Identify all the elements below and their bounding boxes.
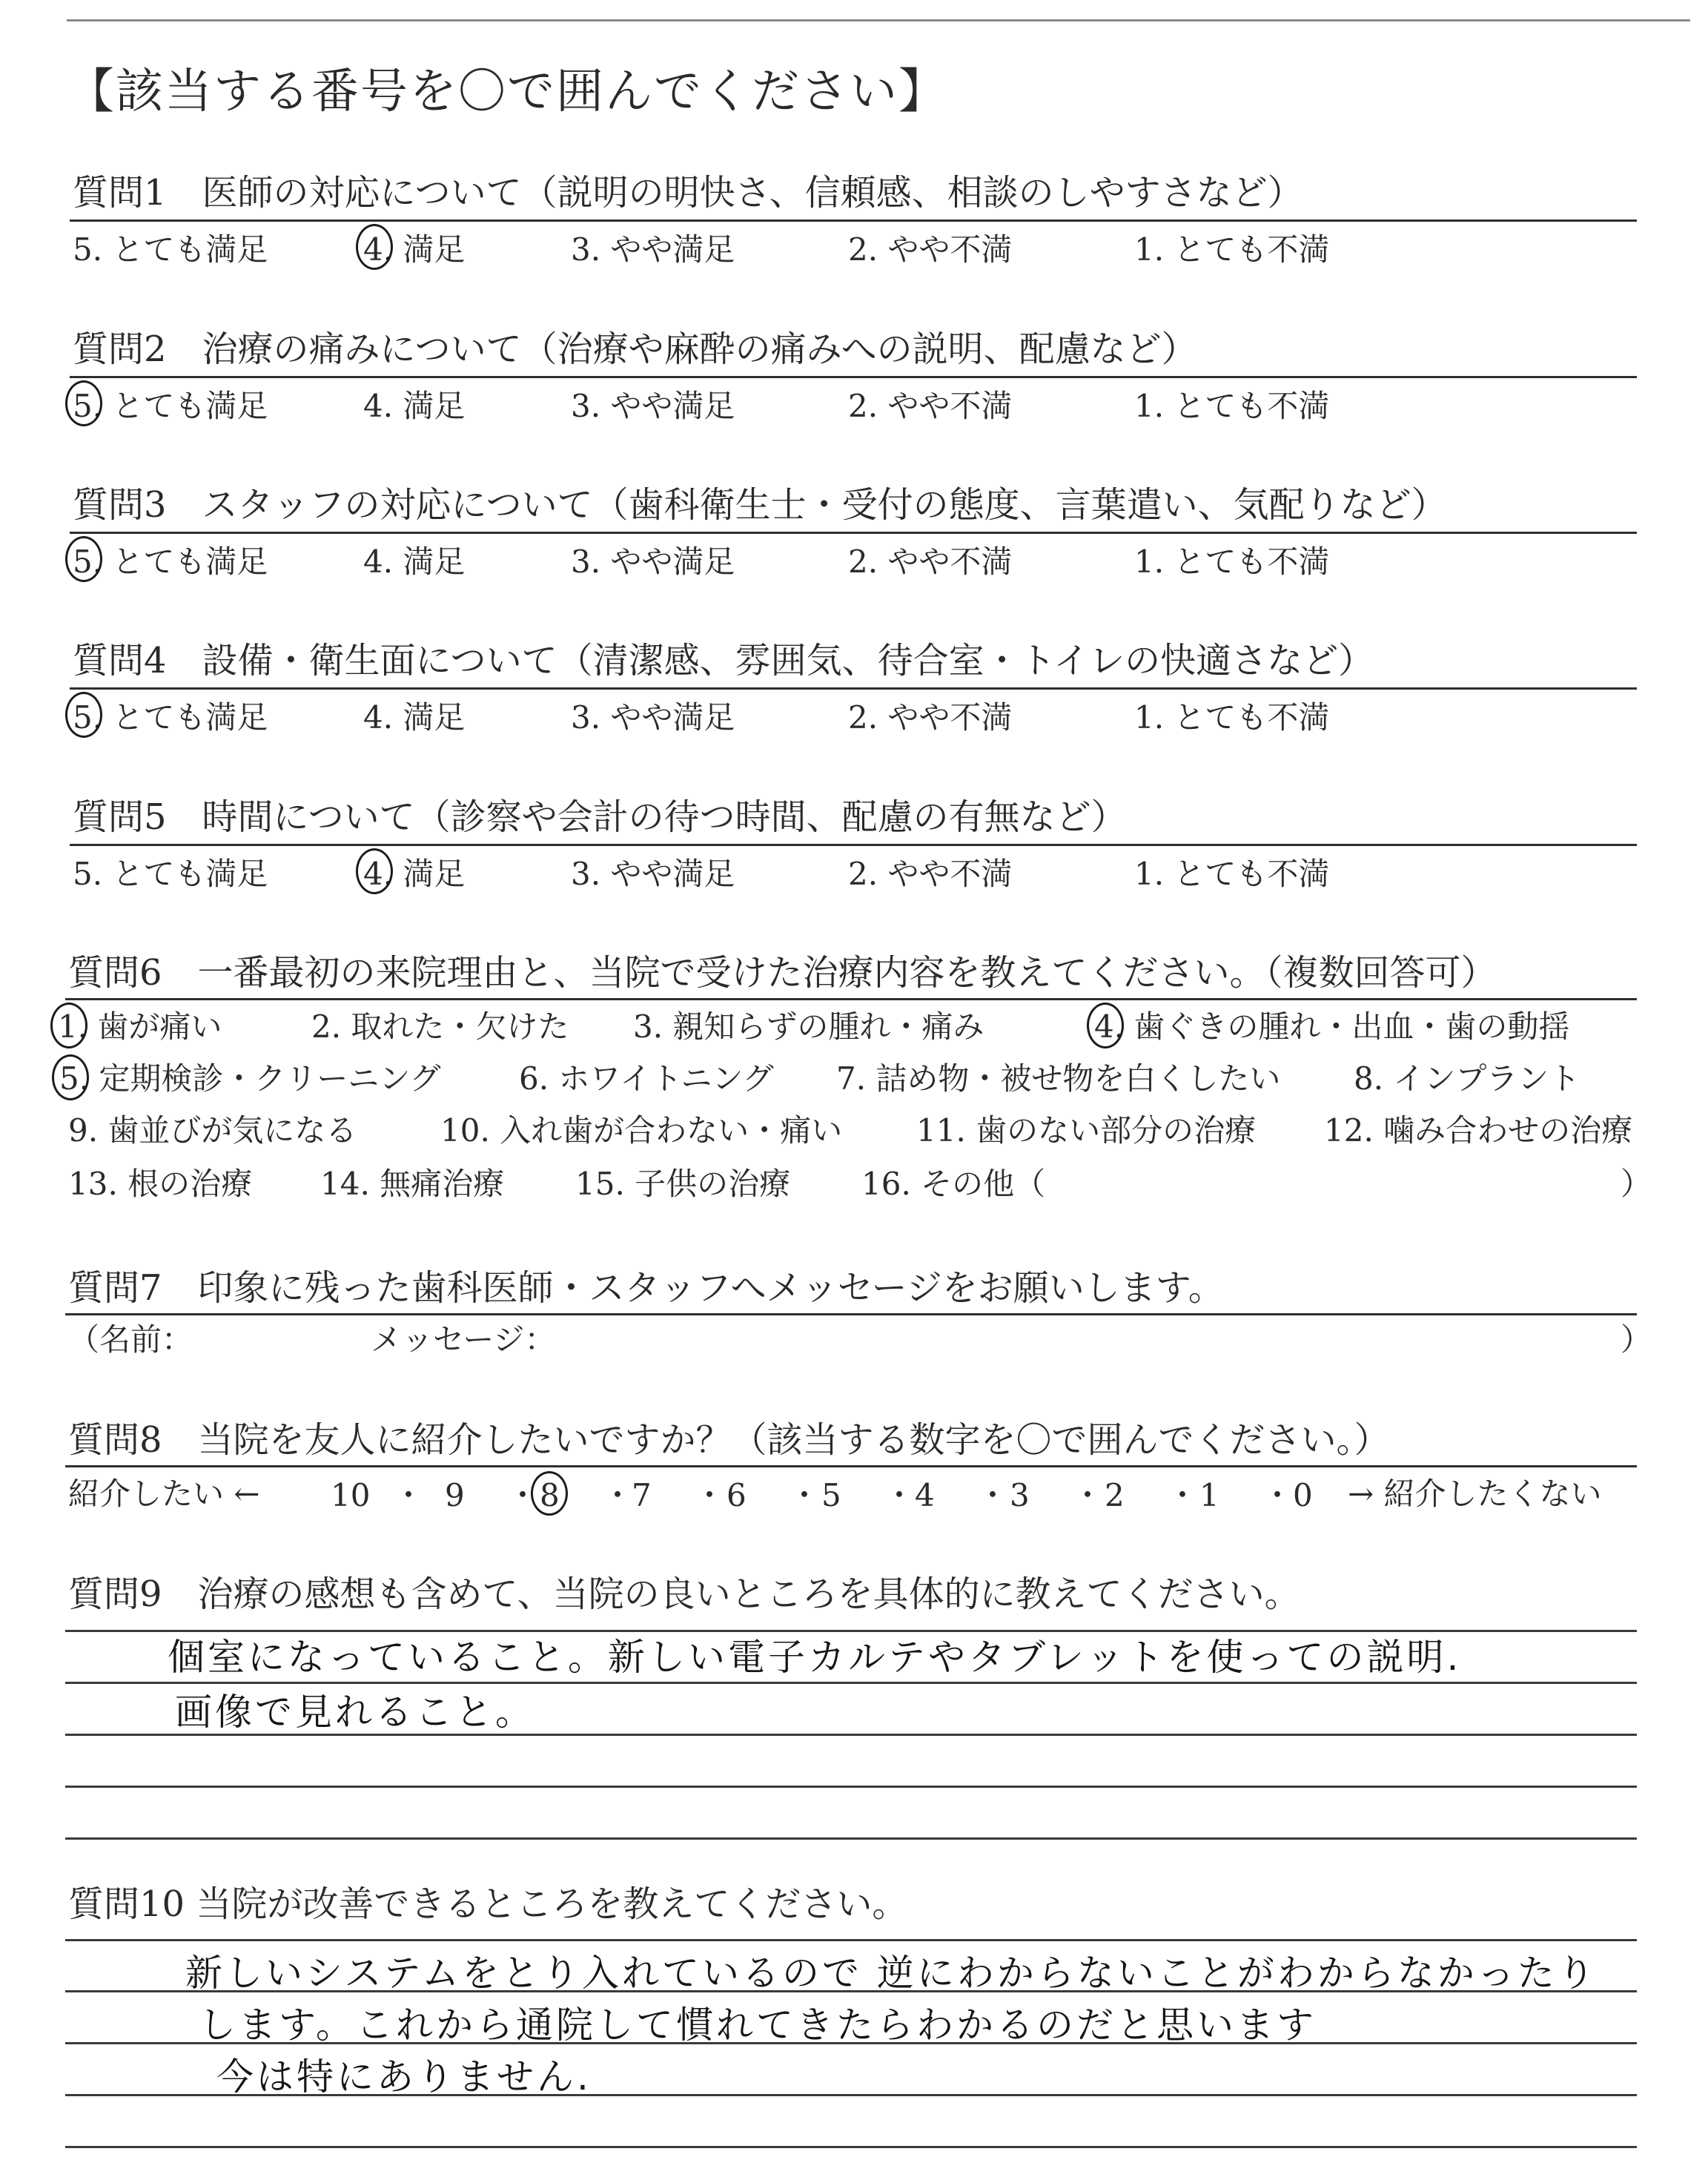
selection-circle: [356, 848, 393, 894]
scale-number: 10: [331, 1477, 371, 1513]
treatment-option: 1. 歯が痛い: [58, 1008, 222, 1045]
scale-number: 1: [1199, 1477, 1219, 1513]
q3-option: 4. 満足: [363, 544, 466, 580]
scale-number: 0: [1293, 1477, 1313, 1513]
treatment-option: 12. 噛み合わせの治療: [1324, 1112, 1633, 1149]
q5-option: 3. やや満足: [571, 856, 735, 892]
q1-option: 3. やや満足: [571, 231, 735, 268]
scale-separator: ・: [602, 1477, 634, 1513]
other-close-paren: ）: [1621, 1166, 1652, 1202]
name-label: （名前：: [68, 1321, 193, 1358]
question-8-rule: [65, 1465, 1637, 1467]
answer-text: 新しいシステムをとり入れているので 逆にわからないことがわからなかったり: [185, 1952, 1598, 1995]
treatment-option: 8. インプラント: [1354, 1060, 1580, 1097]
answer-line: [65, 1630, 1637, 1632]
scale-number: 2: [1105, 1477, 1125, 1513]
question-7-rule: [65, 1313, 1637, 1315]
q4-option: 1. とても不満: [1134, 699, 1330, 736]
q3-rule: [70, 532, 1637, 534]
page-title: 【該当する番号を〇で囲んでください】: [67, 65, 947, 119]
q4-rule: [70, 687, 1637, 690]
question-9-label: 質問9 治療の感想も含めて、当院の良いところを具体的に教えてください。: [68, 1573, 1300, 1615]
answer-line: [65, 1682, 1637, 1684]
treatment-option: 5. 定期検診・クリーニング: [59, 1060, 441, 1097]
scale-separator: ・: [507, 1477, 539, 1513]
q2-option: 5. とても満足: [73, 388, 268, 424]
answer-line: [65, 2146, 1637, 2148]
answer-text: 画像で見れること。: [175, 1691, 535, 1734]
scale-number: 9: [445, 1477, 465, 1513]
recommend-left-label: 紹介したい ←: [68, 1476, 260, 1512]
selection-circle: [1087, 1003, 1124, 1048]
treatment-option: 11. 歯のない部分の治療: [916, 1112, 1257, 1149]
answer-line: [65, 1837, 1637, 1840]
treatment-option: 9. 歯並びが気になる: [68, 1112, 357, 1149]
treatment-option: 3. 親知らずの腫れ・痛み: [633, 1008, 984, 1045]
q1-option: 4. 満足: [363, 231, 466, 268]
scale-separator: ・: [1167, 1477, 1199, 1513]
question-10-label: 質問10 当院が改善できるところを教えてください。: [68, 1883, 908, 1925]
treatment-option: 15. 子供の治療: [575, 1166, 791, 1202]
scale-number: 7: [632, 1477, 652, 1513]
scale-separator: ・: [1072, 1477, 1104, 1513]
scale-separator: ・: [789, 1477, 821, 1513]
treatment-option: 13. 根の治療: [68, 1166, 253, 1202]
scale-number: 3: [1010, 1477, 1030, 1513]
selection-circle: [531, 1471, 568, 1516]
scale-number: 5: [821, 1477, 841, 1513]
answer-line: [65, 1734, 1637, 1736]
q5-option: 4. 満足: [363, 856, 466, 892]
question-6-rule: [65, 998, 1637, 1000]
selection-circle: [65, 536, 102, 582]
q4-option: 4. 満足: [363, 699, 466, 736]
q3-label: 質問3 スタッフの対応について（歯科衛生士・受付の態度、言葉遣い、気配りなど）: [73, 484, 1447, 526]
q2-option: 1. とても不満: [1134, 388, 1330, 424]
scale-separator: ・: [393, 1477, 425, 1513]
question-8-label: 質問8 当院を友人に紹介したいですか？（該当する数字を〇で囲んでください。）: [68, 1419, 1390, 1461]
selection-circle: [50, 1003, 87, 1048]
treatment-option: 14. 無痛治療: [320, 1166, 505, 1202]
scale-number: 4: [915, 1477, 935, 1513]
recommend-right-label: → 紹介したくない: [1348, 1476, 1602, 1512]
q2-option: 4. 満足: [363, 388, 466, 424]
scale-separator: ・: [1262, 1477, 1294, 1513]
q2-option: 2. やや不満: [848, 388, 1013, 424]
q3-option: 5. とても満足: [73, 544, 268, 580]
q3-option: 1. とても不満: [1134, 544, 1330, 580]
q5-option: 2. やや不満: [848, 856, 1013, 892]
q3-option: 3. やや満足: [571, 544, 735, 580]
treatment-option: 16. その他（: [861, 1166, 1046, 1202]
answer-text: 個室になっていること。新しい電子カルテやタブレットを使っての説明.: [168, 1636, 1462, 1679]
answer-line: [65, 1939, 1637, 1941]
treatment-option: 2. 取れた・欠けた: [311, 1008, 569, 1045]
message-label: メッセージ：: [371, 1321, 556, 1358]
q5-option: 1. とても不満: [1134, 856, 1330, 892]
treatment-option: 10. 入れ歯が合わない・痛い: [440, 1112, 843, 1149]
q4-label: 質問4 設備・衛生面について（清潔感、雰囲気、待合室・トイレの快適さなど）: [73, 640, 1374, 681]
selection-circle: [52, 1054, 89, 1100]
q2-label: 質問2 治療の痛みについて（治療や麻酔の痛みへの説明、配慮など）: [73, 328, 1197, 370]
q5-rule: [70, 844, 1637, 846]
scale-separator: ・: [977, 1477, 1009, 1513]
answer-text: 今は特にありません.: [216, 2055, 592, 2098]
q4-option: 5. とても満足: [73, 699, 268, 736]
selection-circle: [65, 380, 102, 426]
treatment-option: 7. 詰め物・被せ物を白くしたい: [836, 1060, 1281, 1097]
treatment-option: 6. ホワイトニング: [519, 1060, 774, 1097]
q5-option: 5. とても満足: [73, 856, 268, 892]
q1-option: 1. とても不満: [1134, 231, 1330, 268]
q2-option: 3. やや満足: [571, 388, 735, 424]
q4-option: 3. やや満足: [571, 699, 735, 736]
q1-option: 2. やや不満: [848, 231, 1013, 268]
scale-separator: ・: [884, 1477, 916, 1513]
answer-line: [65, 1786, 1637, 1788]
q3-option: 2. やや不満: [848, 544, 1013, 580]
question-6-label: 質問6 一番最初の来院理由と、当院で受けた治療内容を教えてください。（複数回答可）: [68, 952, 1497, 994]
answer-text: します。これから通院して慣れてきたらわかるのだと思います: [199, 2004, 1317, 2047]
q1-option: 5. とても満足: [73, 231, 268, 268]
q5-label: 質問5 時間について（診察や会計の待つ時間、配慮の有無など）: [73, 796, 1127, 838]
top-border: [67, 19, 1690, 22]
selection-circle: [65, 692, 102, 738]
treatment-option: 4. 歯ぐきの腫れ・出血・歯の動揺: [1094, 1008, 1570, 1045]
q4-option: 2. やや不満: [848, 699, 1013, 736]
scale-number: 6: [726, 1477, 747, 1513]
question-7-label: 質問7 印象に残った歯科医師・スタッフへメッセージをお願いします。: [68, 1267, 1224, 1309]
message-close-paren: ）: [1621, 1321, 1652, 1358]
selection-circle: [356, 224, 393, 270]
scale-separator: ・: [694, 1477, 726, 1513]
q1-label: 質問1 医師の対応について（説明の明快さ、信頼感、相談のしやすさなど）: [73, 172, 1303, 214]
q1-rule: [70, 219, 1637, 222]
q2-rule: [70, 376, 1637, 378]
scale-number: 8: [540, 1477, 560, 1513]
